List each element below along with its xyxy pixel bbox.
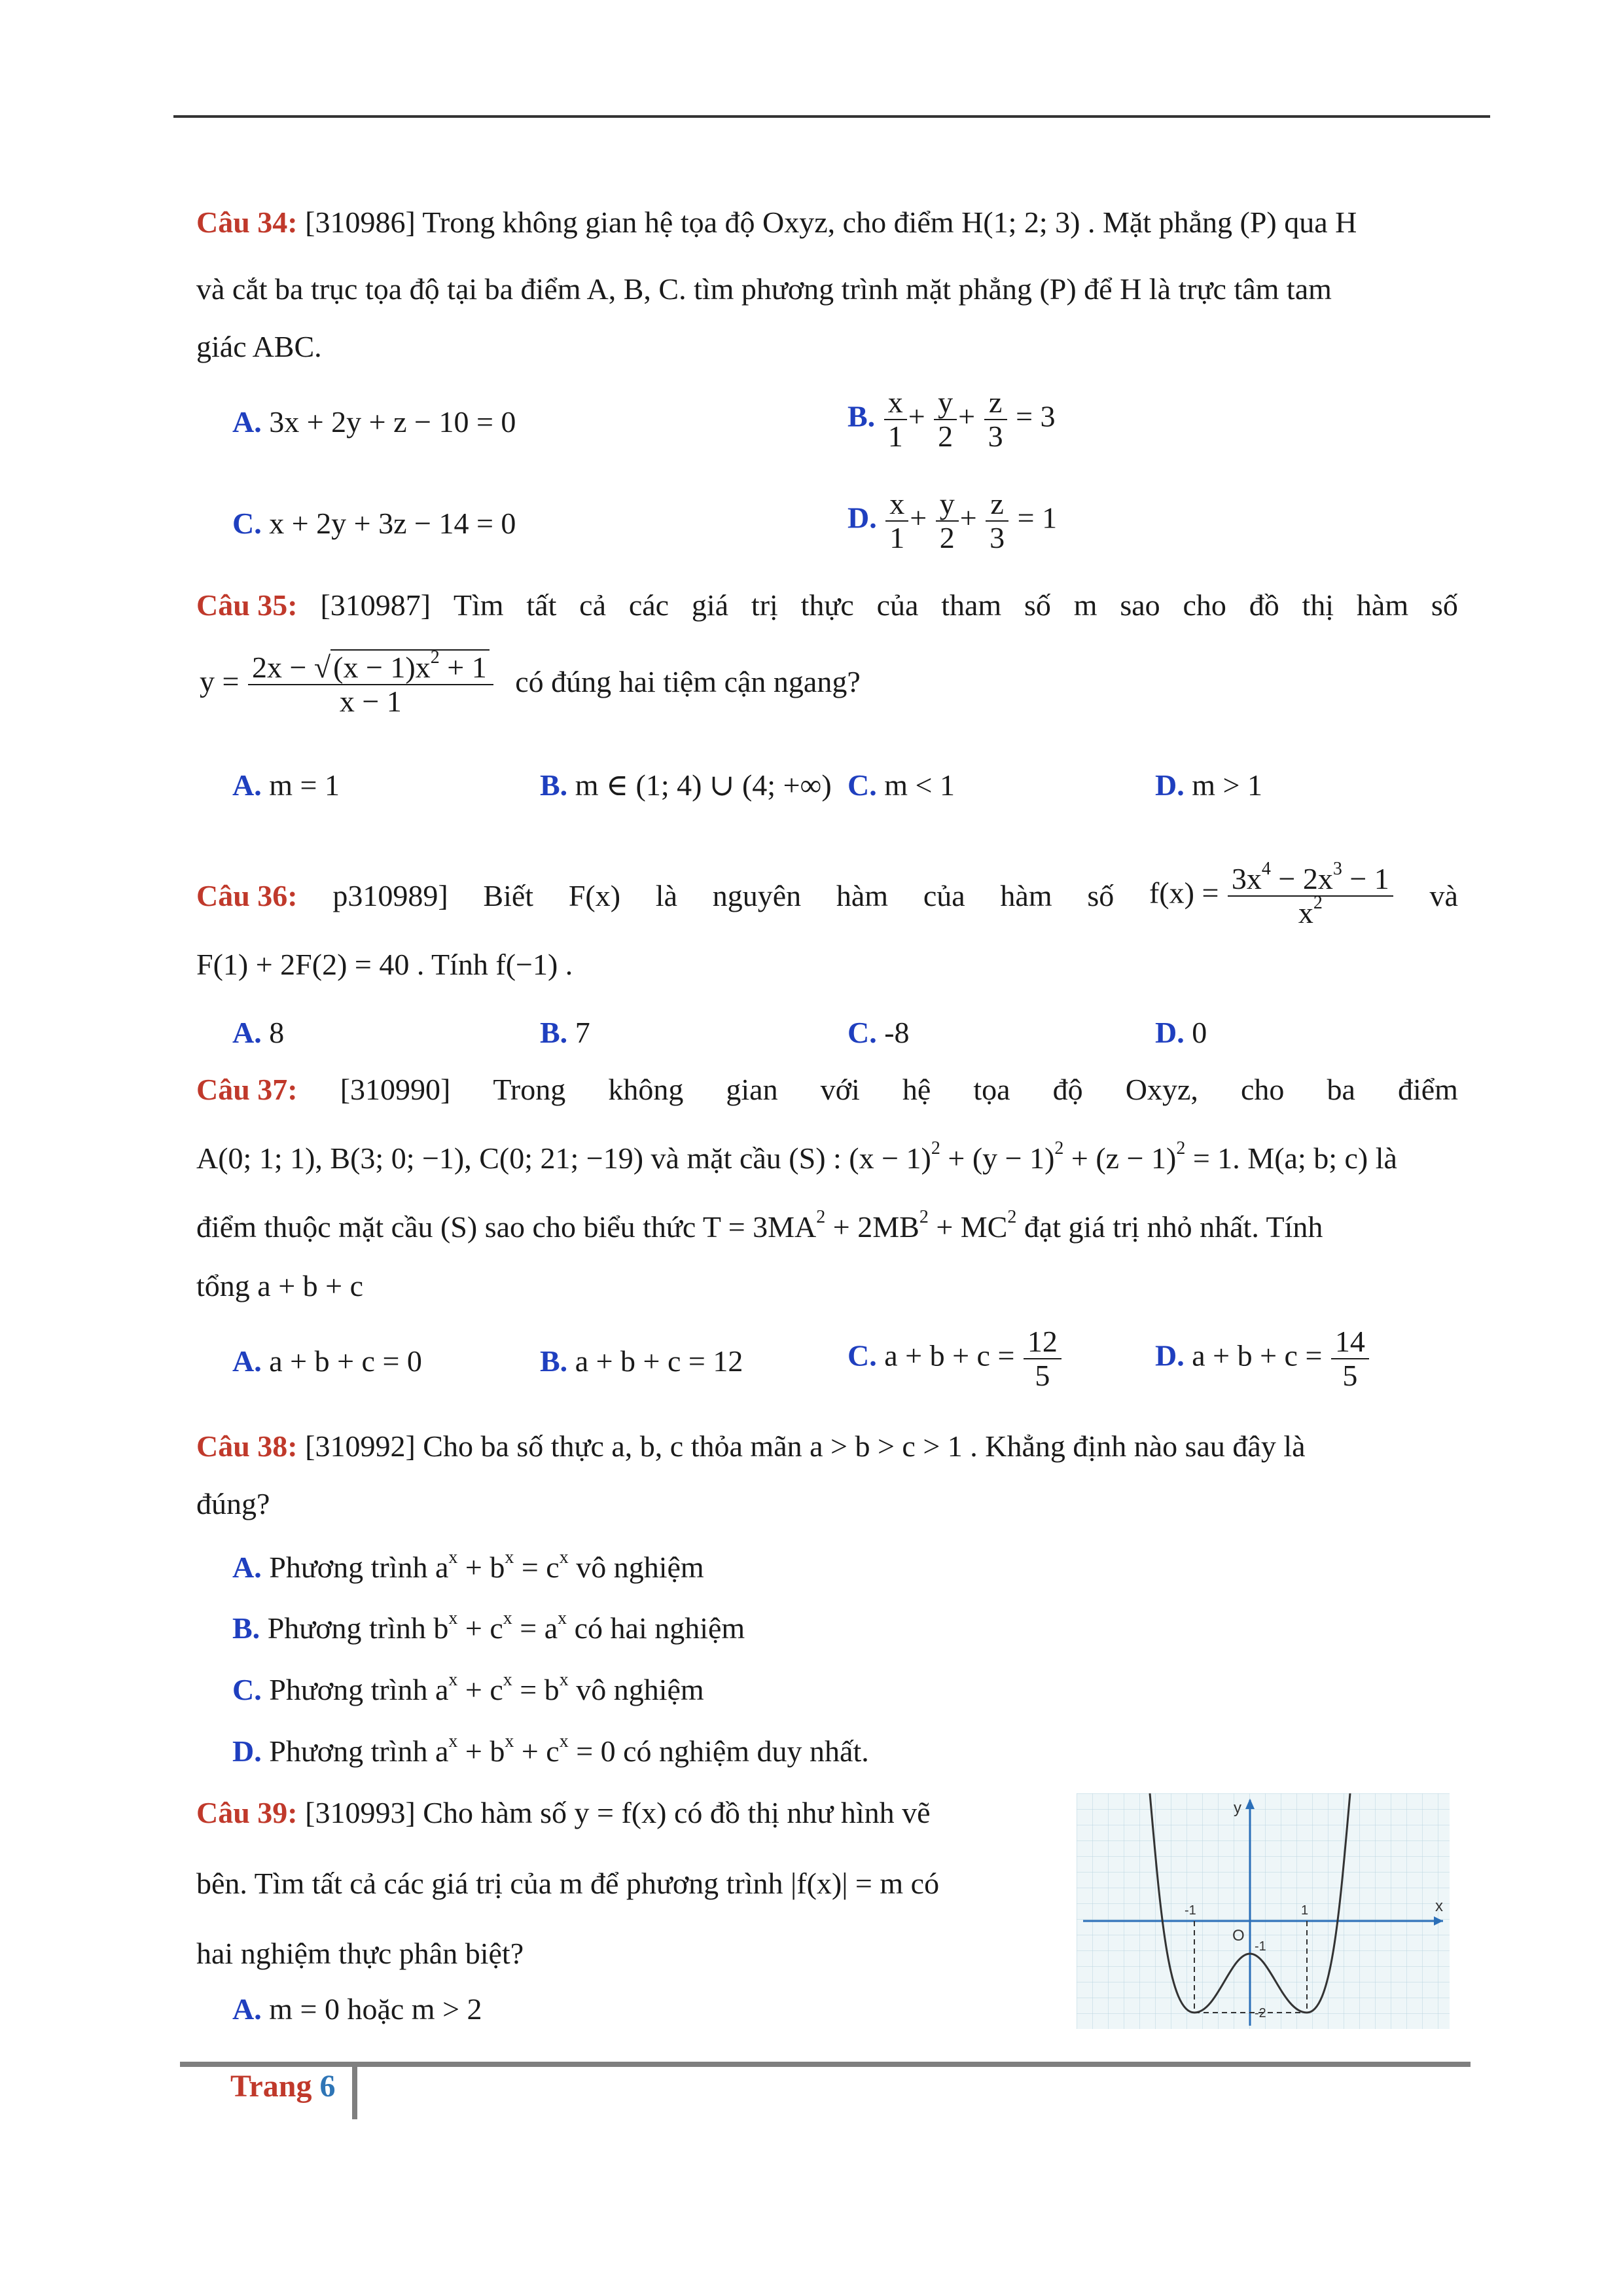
- q37-label: Câu 37:: [196, 1073, 298, 1106]
- header-rule: [173, 115, 1490, 118]
- tick-x-positive: 1: [1301, 1903, 1309, 1918]
- option-text: x + 2y + 3z − 14 = 0: [269, 507, 516, 540]
- q36-label: Câu 36:: [196, 879, 298, 912]
- q38-option-b: B. Phương trình $b^x + c^x = a^x$ có hai nghiệm: [232, 1608, 745, 1645]
- graph-grid: [1077, 1793, 1450, 2029]
- q37-line1: Câu 37: [310990] Trong không gian với hệ tọa độ Oxyz, cho ba điểm: [196, 1070, 1458, 1109]
- q34-option-d: D. $\frac{x}{1}$ + $\frac{y}{2}$ + $\frac{z}{3}$ = 1: [847, 487, 1058, 554]
- q36-option-d: D. 0: [1155, 1016, 1207, 1049]
- x-axis-label: x: [1435, 1897, 1443, 1915]
- q34-text-1: [310986] Trong không gian hệ tọa độ Oxyz, cho điểm H(1; 2; 3) . Mặt phẳng (P) qua H: [305, 206, 1357, 239]
- fraction: $\frac{3x^4 - 2x^3 - 1}{x^2}$: [1228, 863, 1393, 929]
- q37-line4: tổng a + b + c: [196, 1269, 363, 1302]
- q38-option-a: A. Phương trình $a^x + b^x = c^x$ vô nghiệm: [232, 1547, 704, 1584]
- q35-label: Câu 35:: [196, 588, 298, 622]
- q38-line2: đúng?: [196, 1487, 270, 1520]
- q36-line2: F(1) + 2F(2) = 40 . Tính f(−1) .: [196, 948, 573, 981]
- q38-label: Câu 38:: [196, 1429, 298, 1463]
- q35-line1: Câu 35: [310987] Tìm tất cả các giá trị thực của tham số m sao cho đồ thị hàm số: [196, 586, 1458, 625]
- q35-option-d: D. m > 1: [1155, 768, 1262, 802]
- q34-text-2: và cắt ba trục tọa độ tại ba điểm A, B, C. tìm phương trình mặt phẳng (P) để H là trực tâm tam: [196, 272, 1332, 306]
- q34-option-b: B. $\frac{x}{1}$ + $\frac{y}{2}$ + $\frac{z}{3}$ = 3: [847, 386, 1056, 453]
- q37-option-b: B. a + b + c = 12: [540, 1344, 743, 1378]
- tick-y-minus-2: -2: [1255, 2006, 1266, 2020]
- fraction: $\frac{2x - √(x - 1)x^2 + 1}{x - 1}$: [248, 651, 493, 718]
- q39-label: Câu 39:: [196, 1796, 298, 1829]
- q36-option-c: C. -8: [847, 1016, 910, 1049]
- option-label: C.: [232, 507, 262, 540]
- origin-label: O: [1232, 1927, 1245, 1945]
- q36-option-a: A. 8: [232, 1016, 285, 1049]
- q39-option-a: A. m = 0 hoặc m > 2: [232, 1992, 482, 2026]
- q36-line1: Câu 36: p310989] Biết F(x) là nguyên hàm của hàm số f(x) = $\frac{3x^4 - 2x^3 - 1}{x^2}$ và: [196, 859, 1458, 929]
- fraction: $\frac{x}{1}$: [884, 386, 907, 453]
- q36-option-b: B. 7: [540, 1016, 590, 1049]
- footer-rule: [180, 2062, 1471, 2067]
- q38-line1: Câu 38: [310992] Cho ba số thực a, b, c thỏa mãn a > b > c > 1 . Khẳng định nào sau đây là: [196, 1429, 1306, 1463]
- q37-option-d: D. a + b + c = $\frac{14}{5}$: [1155, 1325, 1370, 1392]
- q37-line2: A(0; 1; 1), B(3; 0; −1), C(0; 21; −19) và mặt cầu (S) : $(x - 1)^2 + (y - 1)^2 + (z - 1)^2 = 1$. M(a; b; c) là: [196, 1138, 1397, 1175]
- page-label: Trang: [230, 2069, 312, 2104]
- fraction: $\frac{14}{5}$: [1331, 1325, 1369, 1392]
- fraction: $\frac{z}{3}$: [984, 386, 1007, 453]
- option-text: 3x + 2y + z − 10 = 0: [269, 405, 516, 439]
- q39-line2: bên. Tìm tất cả các giá trị của m để phương trình |f(x)| = m có: [196, 1867, 940, 1900]
- q35-option-a: A. m = 1: [232, 768, 340, 802]
- option-label: B.: [847, 399, 876, 433]
- q35-option-c: C. m < 1: [847, 768, 955, 802]
- option-label: A.: [232, 405, 262, 439]
- q35-option-b: B. m ∈ (1; 4) ∪ (4; +∞): [540, 768, 832, 802]
- q37-line3: điểm thuộc mặt cầu (S) sao cho biểu thức $T = 3MA^2 + 2MB^2 + MC^2$ đạt giá trị nhỏ nhất. Tính: [196, 1207, 1323, 1244]
- option-label: D.: [847, 501, 877, 535]
- q34-line3: [196, 327, 322, 367]
- q34-line2: [196, 270, 1332, 309]
- q34-option-a: [232, 403, 516, 442]
- q34-line1: [196, 203, 1357, 242]
- q35-formula: y = $\frac{2x - √(x - 1)x^2 + 1}{x - 1}$ có đúng hai tiệm cận ngang?: [200, 647, 861, 718]
- tick-y-minus-1: -1: [1255, 1939, 1266, 1954]
- y-axis-label: y: [1234, 1799, 1241, 1817]
- tick-x-negative: -1: [1185, 1903, 1196, 1918]
- fraction: $\frac{y}{2}$: [934, 386, 957, 453]
- q37-option-c: C. a + b + c = $\frac{12}{5}$: [847, 1325, 1063, 1392]
- q38-option-c: C. Phương trình $a^x + c^x = b^x$ vô nghiệm: [232, 1670, 704, 1706]
- footer-divider: [352, 2067, 357, 2119]
- page-footer: [230, 2068, 335, 2104]
- function-graph: [1077, 1793, 1450, 2029]
- q36-formula: f(x) = $\frac{3x^4 - 2x^3 - 1}{x^2}$: [1149, 863, 1395, 929]
- q37-option-a: A. a + b + c = 0: [232, 1344, 422, 1378]
- q34-text-3: giác ABC.: [196, 330, 322, 363]
- fraction: $\frac{z}{3}$: [986, 488, 1008, 554]
- q39-line1: Câu 39: [310993] Cho hàm số y = f(x) có đồ thị như hình vẽ: [196, 1796, 931, 1829]
- page-number: 6: [319, 2069, 336, 2104]
- q39-line3: hai nghiệm thực phân biệt?: [196, 1937, 524, 1970]
- q38-option-d: D. Phương trình $a^x + b^x + c^x = 0$ có nghiệm duy nhất.: [232, 1731, 869, 1768]
- fraction: $\frac{y}{2}$: [936, 488, 959, 554]
- q34-option-c: [232, 504, 516, 543]
- fraction: $\frac{x}{1}$: [885, 488, 908, 554]
- q34-label: Câu 34:: [196, 206, 298, 239]
- fraction: $\frac{12}{5}$: [1024, 1325, 1061, 1392]
